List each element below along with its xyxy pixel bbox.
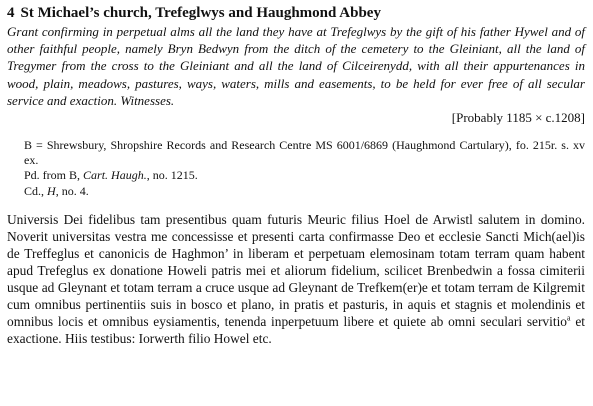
summary-paragraph: Grant confirming in perpetual alms all the land they have at Trefeglwys by the gift of his father Hywel and of other faithful people, namely Bryn Bedwyn from the ditch of the cemetery to the Gleiniant, all the land of Tregymer from the cross to the Gleiniant and all the land of Cilceirenydd, with all their appurtenances in wood, plain, meadows, pastures, ways, waters, mills and easements, to be held for ever free of all secular service and exaction. Witnesses. bbox=[7, 24, 585, 108]
source-cd-title: H bbox=[47, 183, 56, 198]
source-cd-prefix: Cd., bbox=[24, 183, 45, 198]
latin-text-end: et exactione. Hiis testibus: Iorwerth filio Howel etc. bbox=[7, 314, 586, 347]
source-pd-suffix: , no. 1215. bbox=[146, 168, 198, 183]
latin-text bbox=[7, 211, 585, 348]
source-pd bbox=[24, 168, 585, 183]
source-pd-title: Cart. Haugh. bbox=[83, 168, 147, 183]
sources-block bbox=[7, 138, 585, 199]
source-cd bbox=[24, 184, 585, 199]
latin-text-main: Universis Dei fidelibus tam presentibus quam futuris Meuric filius Hoel de Arwistl salutem in domino. Noverit universitas vestra me concessisse et presenti carta confirmasse Deo et ecclesie Sancti Mich(ael)is de Treffeglus et canonicis de Haghmon’ in liberam et perpetuam elemosinam totam terram quam habent apud Trefeglus ex donatione Howeli patris mei et aliorum fidelium, scilicet Brenbedwin a fossa cimiterii usque ad Gleynant et totam terram a cruce usque ad Gleynant de Trefkem(er)e et totam terram de Kilgremit cum omnibus pertinentiis suis in bosco et plano, in pratis et pasturis, in aquis et stagnis et molendinis et omnibus locis et omnibus eysiamentis, tenenda inperpetuum libere et quiete ab omni seculari servitio bbox=[7, 211, 585, 330]
note-marker: a bbox=[567, 313, 571, 323]
source-pd-prefix: Pd. from B, bbox=[24, 168, 81, 183]
source-cd-suffix: , no. 4. bbox=[55, 183, 89, 198]
entry-title: St Michael’s church, Trefeglwys and Haughmond Abbey bbox=[20, 5, 381, 21]
date-line: [Probably 1185 × c.1208] bbox=[451, 110, 585, 126]
entry-number: 4 bbox=[7, 5, 15, 21]
entry-heading bbox=[7, 4, 585, 23]
source-b: B = Shrewsbury, Shropshire Records and Research Centre MS 6001/6869 (Haughmond Cartulary), fo. 215r. s. xv ex. bbox=[24, 138, 585, 168]
